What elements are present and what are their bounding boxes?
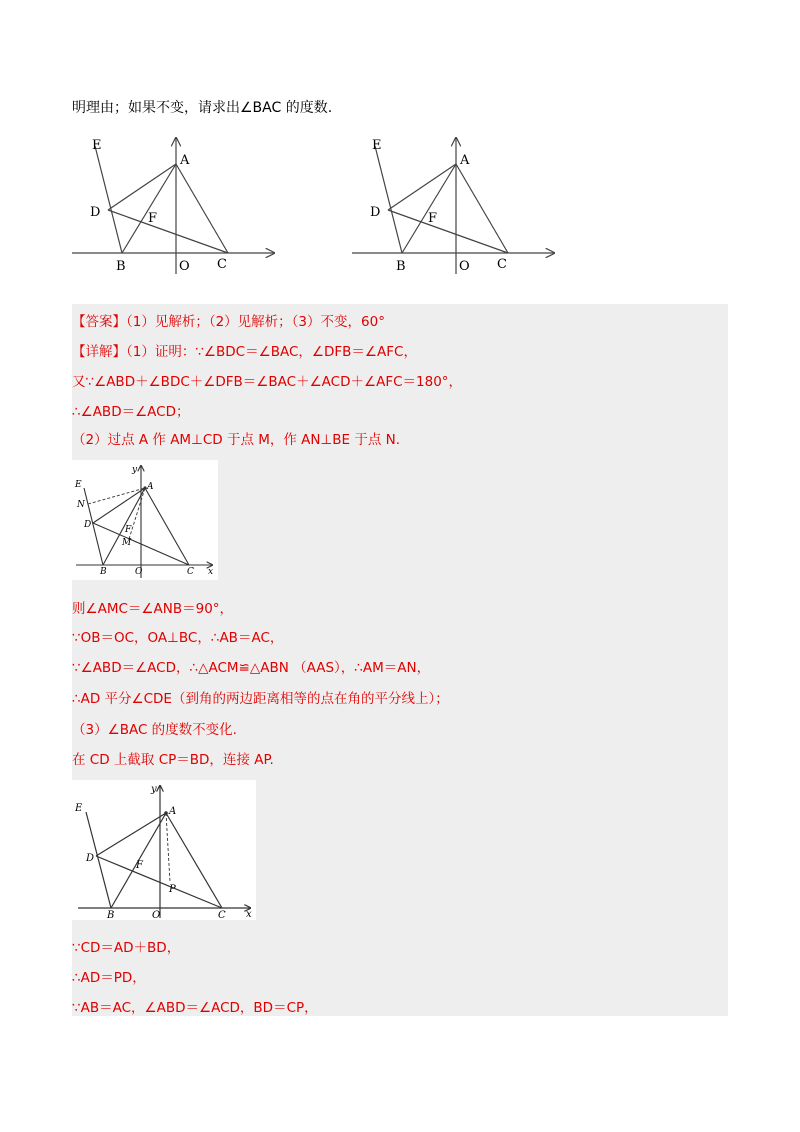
label-P: P	[169, 884, 176, 895]
label-M: M	[122, 538, 132, 548]
proof-line: 在 CD 上截取 CP＝BD，连接 AP.	[72, 752, 274, 768]
label-y: y	[132, 465, 138, 475]
label-B: B	[116, 259, 126, 274]
geometry-figure-left	[70, 132, 280, 277]
label-C: C	[497, 257, 507, 272]
label-A: A	[147, 482, 154, 492]
answer-line: 【答案】（1）见解析；（2）见解析；（3）不变，60°	[72, 314, 385, 330]
label-A: A	[460, 153, 470, 168]
proof-figure-2	[72, 460, 218, 580]
label-A: A	[169, 806, 177, 817]
label-B: B	[396, 259, 406, 274]
proof-figure-3	[72, 780, 256, 920]
label-E: E	[75, 480, 82, 490]
proof-line: ∴AD＝PD，	[72, 970, 146, 986]
label-D: D	[84, 520, 92, 530]
label-E: E	[92, 138, 102, 153]
proof-line: 则∠AMC＝∠ANB＝90°，	[72, 601, 234, 617]
proof-line: ∵∠ABD＝∠ACD，∴△ACM≌△ABN （AAS），∴AM＝AN，	[72, 660, 431, 676]
detail-line: 【详解】（1）证明：∵∠BDC＝∠BAC，∠DFB＝∠AFC，	[72, 344, 417, 360]
label-A: A	[180, 153, 190, 168]
label-C: C	[218, 910, 226, 920]
label-B: B	[100, 567, 107, 577]
proof-line: （2）过点 A 作 AM⊥CD 于点 M，作 AN⊥BE 于点 N.	[72, 432, 401, 448]
label-x: x	[246, 909, 252, 920]
label-N: N	[77, 500, 85, 510]
proof-line: ∴AD 平分∠CDE（到角的两边距离相等的点在角的平分线上）；	[72, 691, 449, 707]
proof-line: （3）∠BAC 的度数不变化.	[72, 722, 237, 738]
proof-line: ∴∠ABD＝∠ACD；	[72, 404, 190, 420]
label-F: F	[136, 860, 143, 871]
label-B: B	[107, 910, 115, 920]
proof-line: ∵AB＝AC，∠ABD＝∠ACD，BD＝CP，	[72, 1000, 318, 1016]
label-y: y	[151, 784, 157, 795]
proof-line: 又∵∠ABD＋∠BDC＋∠DFB＝∠BAC＋∠ACD＋∠AFC＝180°，	[72, 374, 463, 390]
label-F: F	[148, 211, 158, 226]
label-C: C	[217, 257, 227, 272]
label-F: F	[428, 211, 438, 226]
label-O: O	[459, 259, 470, 274]
label-O: O	[152, 910, 161, 920]
label-x: x	[208, 567, 214, 577]
label-C: C	[187, 567, 194, 577]
geometry-figure-right	[350, 132, 560, 277]
label-O: O	[135, 567, 143, 577]
label-F: F	[125, 525, 132, 535]
label-D: D	[86, 853, 95, 864]
label-O: O	[179, 259, 190, 274]
label-E: E	[75, 803, 83, 814]
proof-line: ∵OB＝OC，OA⊥BC，∴AB＝AC，	[72, 630, 284, 646]
label-D: D	[90, 205, 101, 220]
label-D: D	[370, 205, 381, 220]
label-E: E	[372, 138, 382, 153]
intro-text: 明理由；如果不变，请求出∠BAC 的度数.	[72, 100, 333, 116]
proof-line: ∵CD＝AD＋BD，	[72, 940, 181, 956]
